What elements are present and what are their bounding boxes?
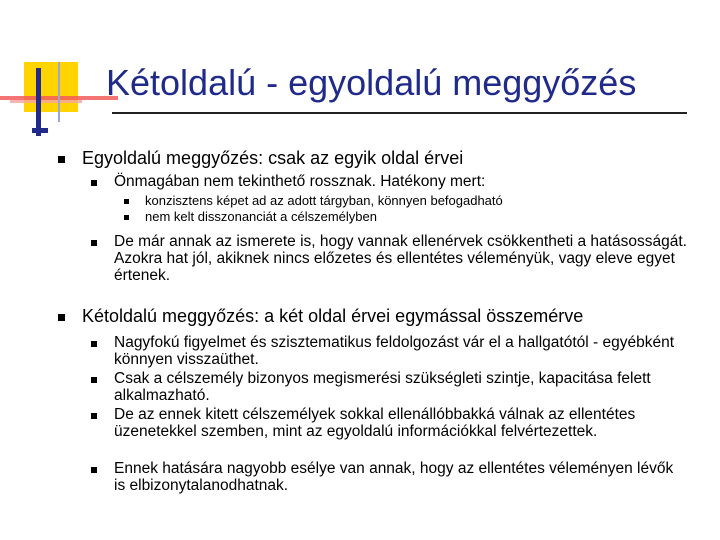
corner-decoration-blue-thin-line	[58, 62, 60, 122]
corner-decoration-blue-horizontal	[32, 128, 48, 133]
bullet-two-sided-sub3: De az ennek kitett célszemélyek sokkal ellenállóbbakká válnak az ellentétes üzenetekkel szemben, mint az egyoldalú információkkal felvértezettek.	[114, 406, 636, 440]
bullet-one-sided-sub2: De már annak az ismerete is, hogy vannak ellenérvek csökkentheti a hatásosságát. Azokra hat jól, akiknek nincs előzetes és ellentétes véleményük, vagy eleve egyet értenek.	[114, 233, 687, 284]
bullet-square-icon	[91, 467, 97, 473]
bullet-square-icon	[91, 341, 97, 347]
bullet-square-icon	[91, 413, 97, 419]
bullet-square-icon	[124, 215, 129, 220]
bullet-square-icon	[58, 156, 65, 163]
bullet-two-sided-sub2: Csak a célszemély bizonyos megismerési szükségleti szintje, kapacitása felett alkalmazható.	[114, 370, 651, 404]
bullet-two-sided: Kétoldalú meggyőzés: a két oldal érvei egymással összemérve	[82, 306, 584, 326]
corner-decoration-red-bar-light	[10, 100, 82, 103]
title-underline	[112, 112, 687, 114]
bullet-square-icon	[91, 377, 97, 383]
bullet-square-icon	[58, 314, 65, 321]
bullet-square-icon	[91, 240, 97, 246]
bullet-one-sided-sub1-a: konzisztens képet ad az adott tárgyban, könnyen befogadható	[145, 193, 503, 208]
bullet-one-sided-sub1: Önmagában nem tekinthető rossznak. Hatékony mert:	[114, 173, 486, 190]
bullet-square-icon	[91, 180, 97, 186]
corner-decoration-yellow-square	[24, 62, 78, 112]
bullet-two-sided-sub4: Ennek hatására nagyobb esélye van annak, hogy az ellentétes véleményen lévők is elbizonytalanodhatnak.	[114, 460, 674, 494]
bullet-one-sided-sub1-b: nem kelt disszonanciát a célszemélyben	[145, 209, 377, 224]
bullet-two-sided-sub1: Nagyfokú figyelmet és szisztematikus feldolgozást vár el a hallgatótól - egyébként könnyen visszaüthet.	[114, 334, 675, 368]
corner-decoration-blue-vertical	[36, 68, 41, 136]
bullet-square-icon	[124, 199, 129, 204]
slide-title: Kétoldalú - egyoldalú meggyőzés	[106, 62, 637, 103]
bullet-one-sided: Egyoldalú meggyőzés: csak az egyik oldal érvei	[82, 148, 464, 168]
